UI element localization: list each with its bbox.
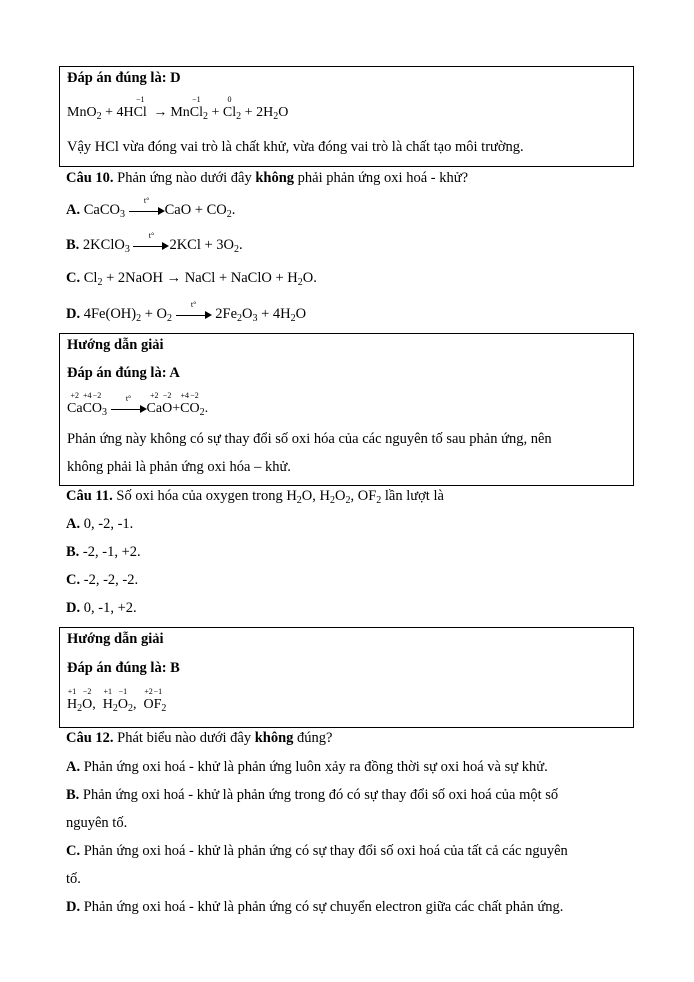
q12-option-c: C. Phản ứng oxi hoá - khử là phản ứng có sự thay đổi số oxi hoá của tất cả các nguyên	[66, 843, 568, 859]
q10-answer-box	[59, 333, 634, 486]
q10-option-b: B. 2KClO$_3$ t° $2KCl + 3O_2$.	[66, 230, 243, 255]
answer-label: Đáp án đúng là: D	[67, 70, 181, 86]
q12-option-a: A. Phản ứng oxi hoá - khử là phản ứng luôn xảy ra đồng thời sự oxi hoá và sự khử.	[66, 759, 548, 775]
heat-arrow: t°	[111, 404, 147, 414]
q10-option-a: A. CaCO$_3$ t° CaO + $CO_2$.	[66, 195, 236, 220]
oxidation-state-equation: +2 Ca +4 C −2 $O_3$ t° +2 Ca −2 O+ +4 C −2 $O_2$.	[67, 391, 209, 418]
redox-equation: MnO$_2$ + 4H −1 Cl → Mn −1 $Cl_2$ + 0 $Cl_2 + 2H_2O$	[67, 95, 289, 122]
reaction-arrow: →	[166, 270, 182, 286]
q9-answer-box	[59, 66, 634, 167]
answer-label: Đáp án đúng là: A	[67, 365, 180, 381]
answer-explanation-cont: không phải là phản ứng oxi hóa – khử.	[67, 459, 291, 475]
heat-arrow: t°	[129, 206, 165, 216]
q12-option-c-cont: tố.	[66, 871, 81, 887]
q11-option-c: C. -2, -2, -2.	[66, 572, 139, 588]
q12-option-b: B. Phản ứng oxi hoá - khử là phản ứng trong đó có sự thay đổi số oxi hoá của một số	[66, 787, 559, 803]
answer-label: Đáp án đúng là: B	[67, 660, 180, 676]
q12-option-b-cont: nguyên tố.	[66, 815, 128, 831]
q10-option-c: C. $Cl_2$ + 2NaOH → NaCl + NaClO + $H_2O$.	[66, 270, 317, 288]
answer-explanation: Vậy HCl vừa đóng vai trò là chất khử, vừa đóng vai trò là chất tạo môi trường.	[67, 139, 524, 155]
q11-option-a: A. 0, -2, -1.	[66, 516, 134, 532]
oxidation-state-formulas: +1 $H_2$ −2 O, +1 $H_2$ −1 $O_2$, +2 O −1 $F_2$	[67, 687, 167, 714]
heat-arrow: t°	[133, 241, 169, 251]
question-11: Câu 11. Số oxi hóa của oxygen trong $H_2O$, $H_2O_2$, $OF_2$ lần lượt là	[66, 488, 444, 506]
q10-option-d: D. $4Fe(OH)_2 + O_2$ t° $2Fe_2O_3 + 4H_2O$	[66, 299, 307, 324]
oxidized-element: −1 Cl	[133, 95, 147, 120]
question-10: Câu 10. Phản ứng nào dưới đây không phải phản ứng oxi hoá - khử?	[66, 170, 469, 186]
q12-option-d: D. Phản ứng oxi hoá - khử là phản ứng có sự chuyển electron giữa các chất phản ứng.	[66, 899, 564, 915]
guide-heading: Hướng dẫn giải	[67, 631, 164, 647]
q11-answer-box	[59, 627, 634, 728]
question-12: Câu 12. Phát biểu nào dưới đây không đúng?	[66, 730, 333, 746]
reaction-arrow: →	[153, 105, 168, 120]
guide-heading: Hướng dẫn giải	[67, 337, 164, 353]
answer-explanation: Phản ứng này không có sự thay đổi số oxi hóa của các nguyên tố sau phản ứng, nên	[67, 431, 552, 447]
q11-option-b: B. -2, -1, +2.	[66, 544, 141, 560]
q11-option-d: D. 0, -1, +2.	[66, 600, 137, 616]
heat-arrow: t°	[176, 310, 212, 320]
